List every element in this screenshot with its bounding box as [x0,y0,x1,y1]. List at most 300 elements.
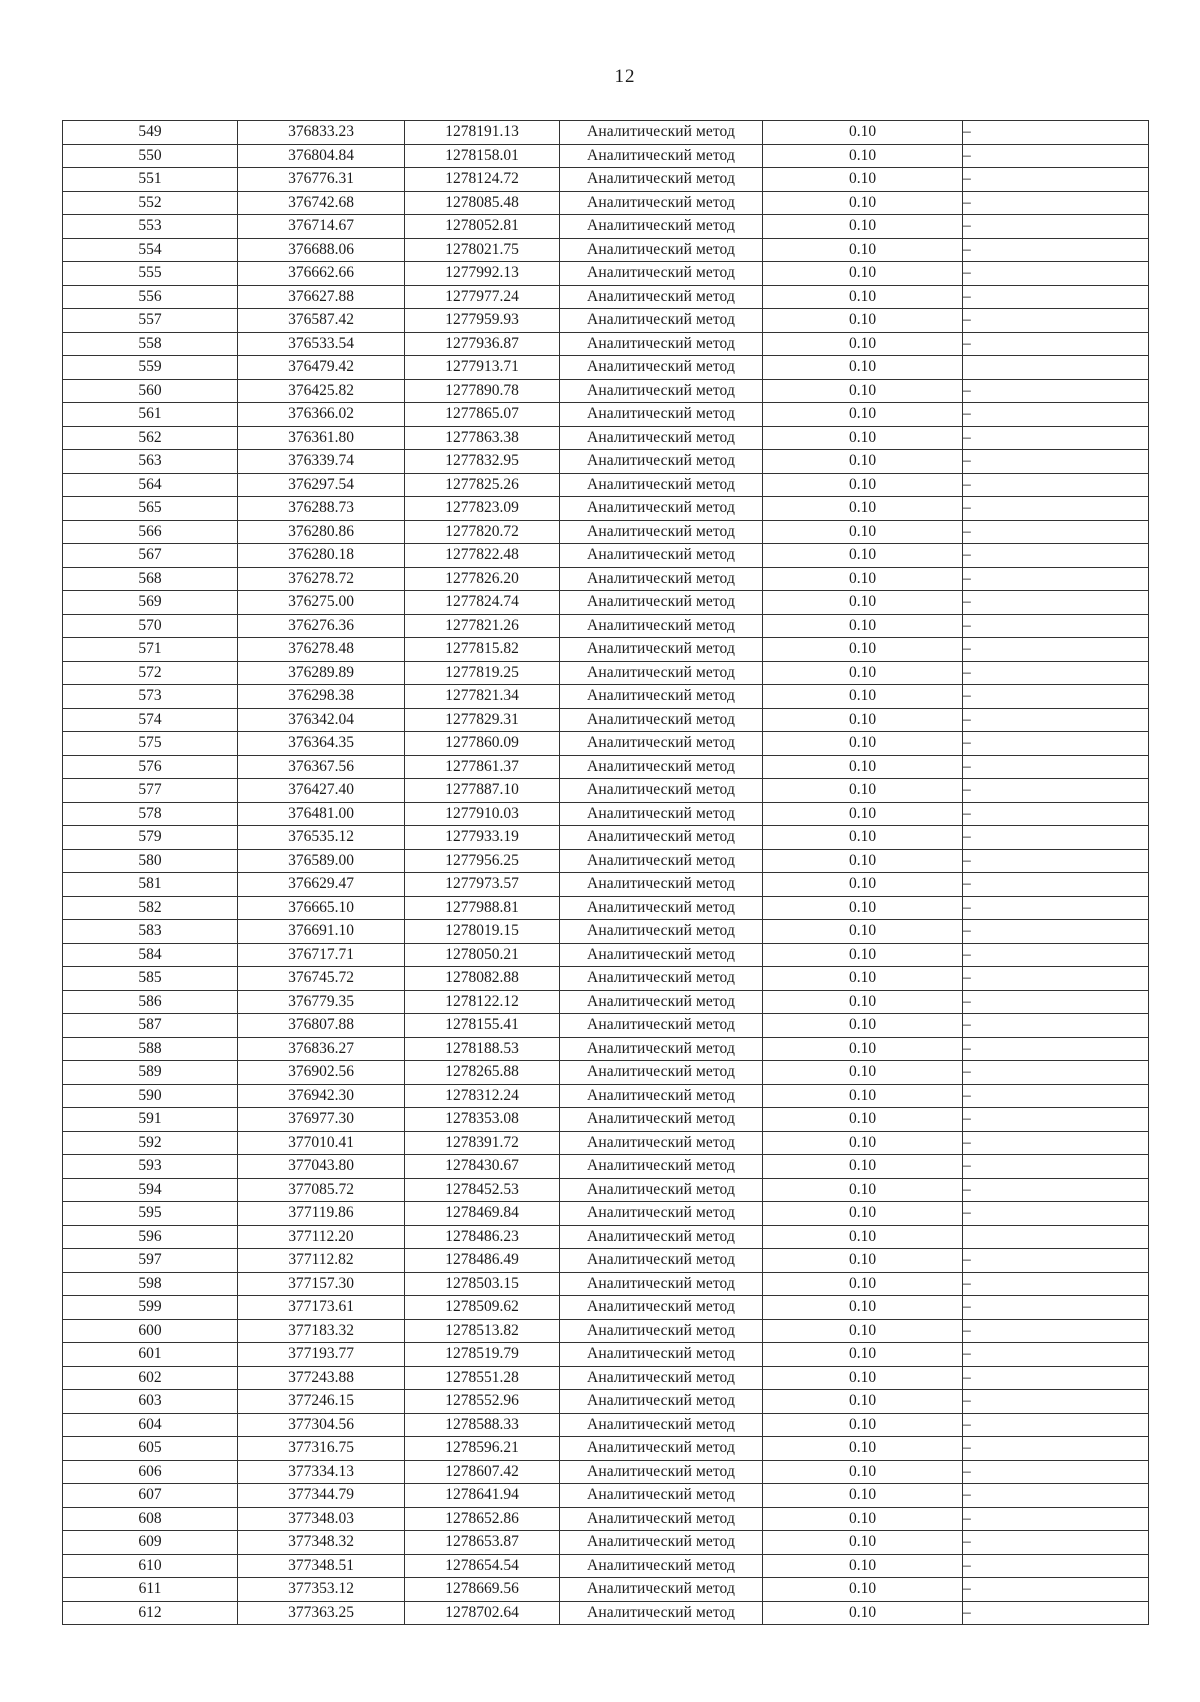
note-cell: – [963,779,1149,803]
point-number-cell: 588 [63,1037,238,1061]
accuracy-cell: 0.10 [763,1601,963,1625]
point-number-cell: 591 [63,1108,238,1132]
table-row [63,1037,1149,1061]
note-cell: – [963,967,1149,991]
point-number-cell: 563 [63,450,238,474]
note-cell: – [963,1202,1149,1226]
table-row [63,285,1149,309]
y-coordinate-cell: 1278469.84 [405,1202,560,1226]
table-row [63,661,1149,685]
note-cell: – [963,473,1149,497]
point-number-cell: 582 [63,896,238,920]
note-cell: – [963,1319,1149,1343]
table-row [63,356,1149,380]
accuracy-cell: 0.10 [763,732,963,756]
note-cell: – [963,1249,1149,1273]
note-cell: – [963,614,1149,638]
accuracy-cell: 0.10 [763,1061,963,1085]
note-cell: – [963,497,1149,521]
table-row [63,779,1149,803]
x-coordinate-cell: 376629.47 [238,873,405,897]
method-cell: Аналитический метод [560,1390,763,1414]
point-number-cell: 586 [63,990,238,1014]
y-coordinate-cell: 1278265.88 [405,1061,560,1085]
x-coordinate-cell: 376288.73 [238,497,405,521]
accuracy-cell: 0.10 [763,1554,963,1578]
table-row [63,1413,1149,1437]
accuracy-cell: 0.10 [763,1507,963,1531]
note-cell: – [963,685,1149,709]
accuracy-cell: 0.10 [763,1413,963,1437]
x-coordinate-cell: 377193.77 [238,1343,405,1367]
method-cell: Аналитический метод [560,1155,763,1179]
method-cell: Аналитический метод [560,1225,763,1249]
method-cell: Аналитический метод [560,121,763,145]
x-coordinate-cell: 376289.89 [238,661,405,685]
y-coordinate-cell: 1278124.72 [405,168,560,192]
accuracy-cell: 0.10 [763,990,963,1014]
accuracy-cell: 0.10 [763,1578,963,1602]
accuracy-cell: 0.10 [763,450,963,474]
point-number-cell: 575 [63,732,238,756]
x-coordinate-cell: 376587.42 [238,309,405,333]
coordinates-table-body [63,121,1149,1625]
accuracy-cell: 0.10 [763,1108,963,1132]
point-number-cell: 592 [63,1131,238,1155]
note-cell: – [963,1084,1149,1108]
x-coordinate-cell: 376535.12 [238,826,405,850]
table-row [63,520,1149,544]
y-coordinate-cell: 1277860.09 [405,732,560,756]
point-number-cell: 578 [63,802,238,826]
note-cell: – [963,896,1149,920]
point-number-cell: 610 [63,1554,238,1578]
accuracy-cell: 0.10 [763,520,963,544]
x-coordinate-cell: 377334.13 [238,1460,405,1484]
accuracy-cell: 0.10 [763,1484,963,1508]
x-coordinate-cell: 377173.61 [238,1296,405,1320]
table-row [63,1390,1149,1414]
point-number-cell: 554 [63,238,238,262]
x-coordinate-cell: 376717.71 [238,943,405,967]
point-number-cell: 549 [63,121,238,145]
y-coordinate-cell: 1277821.26 [405,614,560,638]
y-coordinate-cell: 1278052.81 [405,215,560,239]
x-coordinate-cell: 377085.72 [238,1178,405,1202]
accuracy-cell: 0.10 [763,1319,963,1343]
accuracy-cell: 0.10 [763,426,963,450]
accuracy-cell: 0.10 [763,1437,963,1461]
y-coordinate-cell: 1277933.19 [405,826,560,850]
point-number-cell: 580 [63,849,238,873]
point-number-cell: 561 [63,403,238,427]
x-coordinate-cell: 376665.10 [238,896,405,920]
note-cell: – [963,285,1149,309]
y-coordinate-cell: 1277910.03 [405,802,560,826]
method-cell: Аналитический метод [560,1296,763,1320]
x-coordinate-cell: 377112.20 [238,1225,405,1249]
point-number-cell: 595 [63,1202,238,1226]
y-coordinate-cell: 1278430.67 [405,1155,560,1179]
accuracy-cell: 0.10 [763,403,963,427]
method-cell: Аналитический метод [560,1554,763,1578]
x-coordinate-cell: 376902.56 [238,1061,405,1085]
accuracy-cell: 0.10 [763,591,963,615]
note-cell: – [963,1507,1149,1531]
note-cell: – [963,567,1149,591]
table-row [63,332,1149,356]
point-number-cell: 603 [63,1390,238,1414]
y-coordinate-cell: 1277956.25 [405,849,560,873]
method-cell: Аналитический метод [560,1131,763,1155]
method-cell: Аналитический метод [560,1343,763,1367]
accuracy-cell: 0.10 [763,1155,963,1179]
point-number-cell: 567 [63,544,238,568]
accuracy-cell: 0.10 [763,121,963,145]
table-row [63,826,1149,850]
note-cell: – [963,1578,1149,1602]
x-coordinate-cell: 376479.42 [238,356,405,380]
y-coordinate-cell: 1277890.78 [405,379,560,403]
method-cell: Аналитический метод [560,708,763,732]
accuracy-cell: 0.10 [763,802,963,826]
method-cell: Аналитический метод [560,943,763,967]
table-row [63,1084,1149,1108]
note-cell: – [963,1131,1149,1155]
y-coordinate-cell: 1277887.10 [405,779,560,803]
table-row [63,1366,1149,1390]
x-coordinate-cell: 376278.48 [238,638,405,662]
table-row [63,473,1149,497]
method-cell: Аналитический метод [560,661,763,685]
point-number-cell: 557 [63,309,238,333]
table-row [63,1484,1149,1508]
accuracy-cell: 0.10 [763,191,963,215]
x-coordinate-cell: 377344.79 [238,1484,405,1508]
x-coordinate-cell: 377348.32 [238,1531,405,1555]
note-cell: – [963,426,1149,450]
y-coordinate-cell: 1277865.07 [405,403,560,427]
note-cell: – [963,708,1149,732]
y-coordinate-cell: 1278021.75 [405,238,560,262]
point-number-cell: 587 [63,1014,238,1038]
table-row [63,591,1149,615]
method-cell: Аналитический метод [560,896,763,920]
method-cell: Аналитический метод [560,379,763,403]
point-number-cell: 596 [63,1225,238,1249]
accuracy-cell: 0.10 [763,356,963,380]
y-coordinate-cell: 1278452.53 [405,1178,560,1202]
table-row [63,638,1149,662]
note-cell: – [963,450,1149,474]
y-coordinate-cell: 1278155.41 [405,1014,560,1038]
x-coordinate-cell: 376339.74 [238,450,405,474]
point-number-cell: 598 [63,1272,238,1296]
point-number-cell: 565 [63,497,238,521]
table-row [63,1202,1149,1226]
method-cell: Аналитический метод [560,1507,763,1531]
note-cell: – [963,332,1149,356]
y-coordinate-cell: 1278391.72 [405,1131,560,1155]
table-row [63,1108,1149,1132]
table-row [63,238,1149,262]
accuracy-cell: 0.10 [763,1343,963,1367]
x-coordinate-cell: 376275.00 [238,591,405,615]
y-coordinate-cell: 1278019.15 [405,920,560,944]
x-coordinate-cell: 376425.82 [238,379,405,403]
point-number-cell: 611 [63,1578,238,1602]
table-row [63,567,1149,591]
method-cell: Аналитический метод [560,1578,763,1602]
point-number-cell: 604 [63,1413,238,1437]
note-cell: – [963,1296,1149,1320]
method-cell: Аналитический метод [560,802,763,826]
table-row [63,1319,1149,1343]
point-number-cell: 593 [63,1155,238,1179]
accuracy-cell: 0.10 [763,1390,963,1414]
x-coordinate-cell: 377353.12 [238,1578,405,1602]
note-cell: – [963,920,1149,944]
note-cell: – [963,238,1149,262]
note-cell: – [963,661,1149,685]
method-cell: Аналитический метод [560,426,763,450]
point-number-cell: 566 [63,520,238,544]
x-coordinate-cell: 376297.54 [238,473,405,497]
accuracy-cell: 0.10 [763,309,963,333]
accuracy-cell: 0.10 [763,144,963,168]
note-cell: – [963,144,1149,168]
note-cell: – [963,591,1149,615]
y-coordinate-cell: 1278503.15 [405,1272,560,1296]
method-cell: Аналитический метод [560,990,763,1014]
accuracy-cell: 0.10 [763,873,963,897]
method-cell: Аналитический метод [560,1437,763,1461]
x-coordinate-cell: 376779.35 [238,990,405,1014]
note-cell: – [963,1460,1149,1484]
accuracy-cell: 0.10 [763,614,963,638]
accuracy-cell: 0.10 [763,826,963,850]
table-row [63,1178,1149,1202]
y-coordinate-cell: 1278486.49 [405,1249,560,1273]
x-coordinate-cell: 376481.00 [238,802,405,826]
method-cell: Аналитический метод [560,1061,763,1085]
x-coordinate-cell: 376833.23 [238,121,405,145]
x-coordinate-cell: 376366.02 [238,403,405,427]
table-row [63,1531,1149,1555]
method-cell: Аналитический метод [560,1084,763,1108]
table-row [63,450,1149,474]
method-cell: Аналитический метод [560,1272,763,1296]
x-coordinate-cell: 377119.86 [238,1202,405,1226]
note-cell: – [963,1178,1149,1202]
note-cell: – [963,121,1149,145]
x-coordinate-cell: 377316.75 [238,1437,405,1461]
method-cell: Аналитический метод [560,1249,763,1273]
accuracy-cell: 0.10 [763,1272,963,1296]
page-number: 12 [614,66,636,87]
method-cell: Аналитический метод [560,1601,763,1625]
method-cell: Аналитический метод [560,873,763,897]
point-number-cell: 579 [63,826,238,850]
point-number-cell: 605 [63,1437,238,1461]
note-cell: – [963,168,1149,192]
x-coordinate-cell: 377348.51 [238,1554,405,1578]
y-coordinate-cell: 1278312.24 [405,1084,560,1108]
note-cell: – [963,1413,1149,1437]
x-coordinate-cell: 377157.30 [238,1272,405,1296]
accuracy-cell: 0.10 [763,920,963,944]
y-coordinate-cell: 1278122.12 [405,990,560,1014]
point-number-cell: 571 [63,638,238,662]
y-coordinate-cell: 1277959.93 [405,309,560,333]
accuracy-cell: 0.10 [763,215,963,239]
method-cell: Аналитический метод [560,1413,763,1437]
table-row [63,379,1149,403]
point-number-cell: 550 [63,144,238,168]
table-row [63,1249,1149,1273]
y-coordinate-cell: 1277913.71 [405,356,560,380]
table-row [63,1272,1149,1296]
y-coordinate-cell: 1278654.54 [405,1554,560,1578]
point-number-cell: 600 [63,1319,238,1343]
method-cell: Аналитический метод [560,1319,763,1343]
note-cell: – [963,755,1149,779]
y-coordinate-cell: 1278513.82 [405,1319,560,1343]
point-number-cell: 589 [63,1061,238,1085]
y-coordinate-cell: 1277936.87 [405,332,560,356]
accuracy-cell: 0.10 [763,1249,963,1273]
accuracy-cell: 0.10 [763,332,963,356]
point-number-cell: 560 [63,379,238,403]
note-cell: – [963,520,1149,544]
table-row [63,144,1149,168]
point-number-cell: 599 [63,1296,238,1320]
method-cell: Аналитический метод [560,1484,763,1508]
table-row [63,1460,1149,1484]
note-cell: – [963,403,1149,427]
y-coordinate-cell: 1277824.74 [405,591,560,615]
accuracy-cell: 0.10 [763,473,963,497]
method-cell: Аналитический метод [560,826,763,850]
x-coordinate-cell: 376691.10 [238,920,405,944]
table-row [63,708,1149,732]
note-cell [963,1225,1149,1249]
note-cell: – [963,544,1149,568]
point-number-cell: 584 [63,943,238,967]
note-cell: – [963,1061,1149,1085]
table-row [63,215,1149,239]
note-cell: – [963,1155,1149,1179]
note-cell: – [963,1366,1149,1390]
x-coordinate-cell: 376589.00 [238,849,405,873]
y-coordinate-cell: 1278158.01 [405,144,560,168]
point-number-cell: 597 [63,1249,238,1273]
accuracy-cell: 0.10 [763,1178,963,1202]
table-row [63,403,1149,427]
y-coordinate-cell: 1278188.53 [405,1037,560,1061]
x-coordinate-cell: 376836.27 [238,1037,405,1061]
x-coordinate-cell: 377043.80 [238,1155,405,1179]
point-number-cell: 573 [63,685,238,709]
y-coordinate-cell: 1278191.13 [405,121,560,145]
method-cell: Аналитический метод [560,1460,763,1484]
y-coordinate-cell: 1277822.48 [405,544,560,568]
x-coordinate-cell: 376276.36 [238,614,405,638]
accuracy-cell: 0.10 [763,943,963,967]
table-row [63,896,1149,920]
x-coordinate-cell: 377112.82 [238,1249,405,1273]
x-coordinate-cell: 376807.88 [238,1014,405,1038]
accuracy-cell: 0.10 [763,168,963,192]
y-coordinate-cell: 1278552.96 [405,1390,560,1414]
method-cell: Аналитический метод [560,285,763,309]
method-cell: Аналитический метод [560,1108,763,1132]
point-number-cell: 570 [63,614,238,638]
note-cell: – [963,1343,1149,1367]
accuracy-cell: 0.10 [763,1131,963,1155]
y-coordinate-cell: 1278702.64 [405,1601,560,1625]
x-coordinate-cell: 377304.56 [238,1413,405,1437]
y-coordinate-cell: 1277863.38 [405,426,560,450]
method-cell: Аналитический метод [560,967,763,991]
note-cell: – [963,1437,1149,1461]
table-row [63,1014,1149,1038]
y-coordinate-cell: 1278082.88 [405,967,560,991]
note-cell: – [963,215,1149,239]
accuracy-cell: 0.10 [763,1531,963,1555]
point-number-cell: 574 [63,708,238,732]
note-cell: – [963,943,1149,967]
note-cell: – [963,826,1149,850]
method-cell: Аналитический метод [560,332,763,356]
y-coordinate-cell: 1278641.94 [405,1484,560,1508]
point-number-cell: 558 [63,332,238,356]
y-coordinate-cell: 1277823.09 [405,497,560,521]
y-coordinate-cell: 1277825.26 [405,473,560,497]
y-coordinate-cell: 1278519.79 [405,1343,560,1367]
x-coordinate-cell: 376745.72 [238,967,405,991]
point-number-cell: 607 [63,1484,238,1508]
accuracy-cell: 0.10 [763,1366,963,1390]
method-cell: Аналитический метод [560,685,763,709]
method-cell: Аналитический метод [560,591,763,615]
y-coordinate-cell: 1277815.82 [405,638,560,662]
method-cell: Аналитический метод [560,732,763,756]
method-cell: Аналитический метод [560,450,763,474]
note-cell: – [963,1272,1149,1296]
method-cell: Аналитический метод [560,215,763,239]
table-row [63,1131,1149,1155]
table-row [63,685,1149,709]
x-coordinate-cell: 377348.03 [238,1507,405,1531]
note-cell: – [963,1554,1149,1578]
y-coordinate-cell: 1277973.57 [405,873,560,897]
table-row [63,920,1149,944]
table-row [63,1225,1149,1249]
note-cell: – [963,309,1149,333]
y-coordinate-cell: 1278669.56 [405,1578,560,1602]
table-row [63,309,1149,333]
x-coordinate-cell: 376342.04 [238,708,405,732]
method-cell: Аналитический метод [560,849,763,873]
x-coordinate-cell: 376714.67 [238,215,405,239]
accuracy-cell: 0.10 [763,896,963,920]
y-coordinate-cell: 1277832.95 [405,450,560,474]
x-coordinate-cell: 376804.84 [238,144,405,168]
point-number-cell: 569 [63,591,238,615]
method-cell: Аналитический метод [560,1531,763,1555]
method-cell: Аналитический метод [560,779,763,803]
